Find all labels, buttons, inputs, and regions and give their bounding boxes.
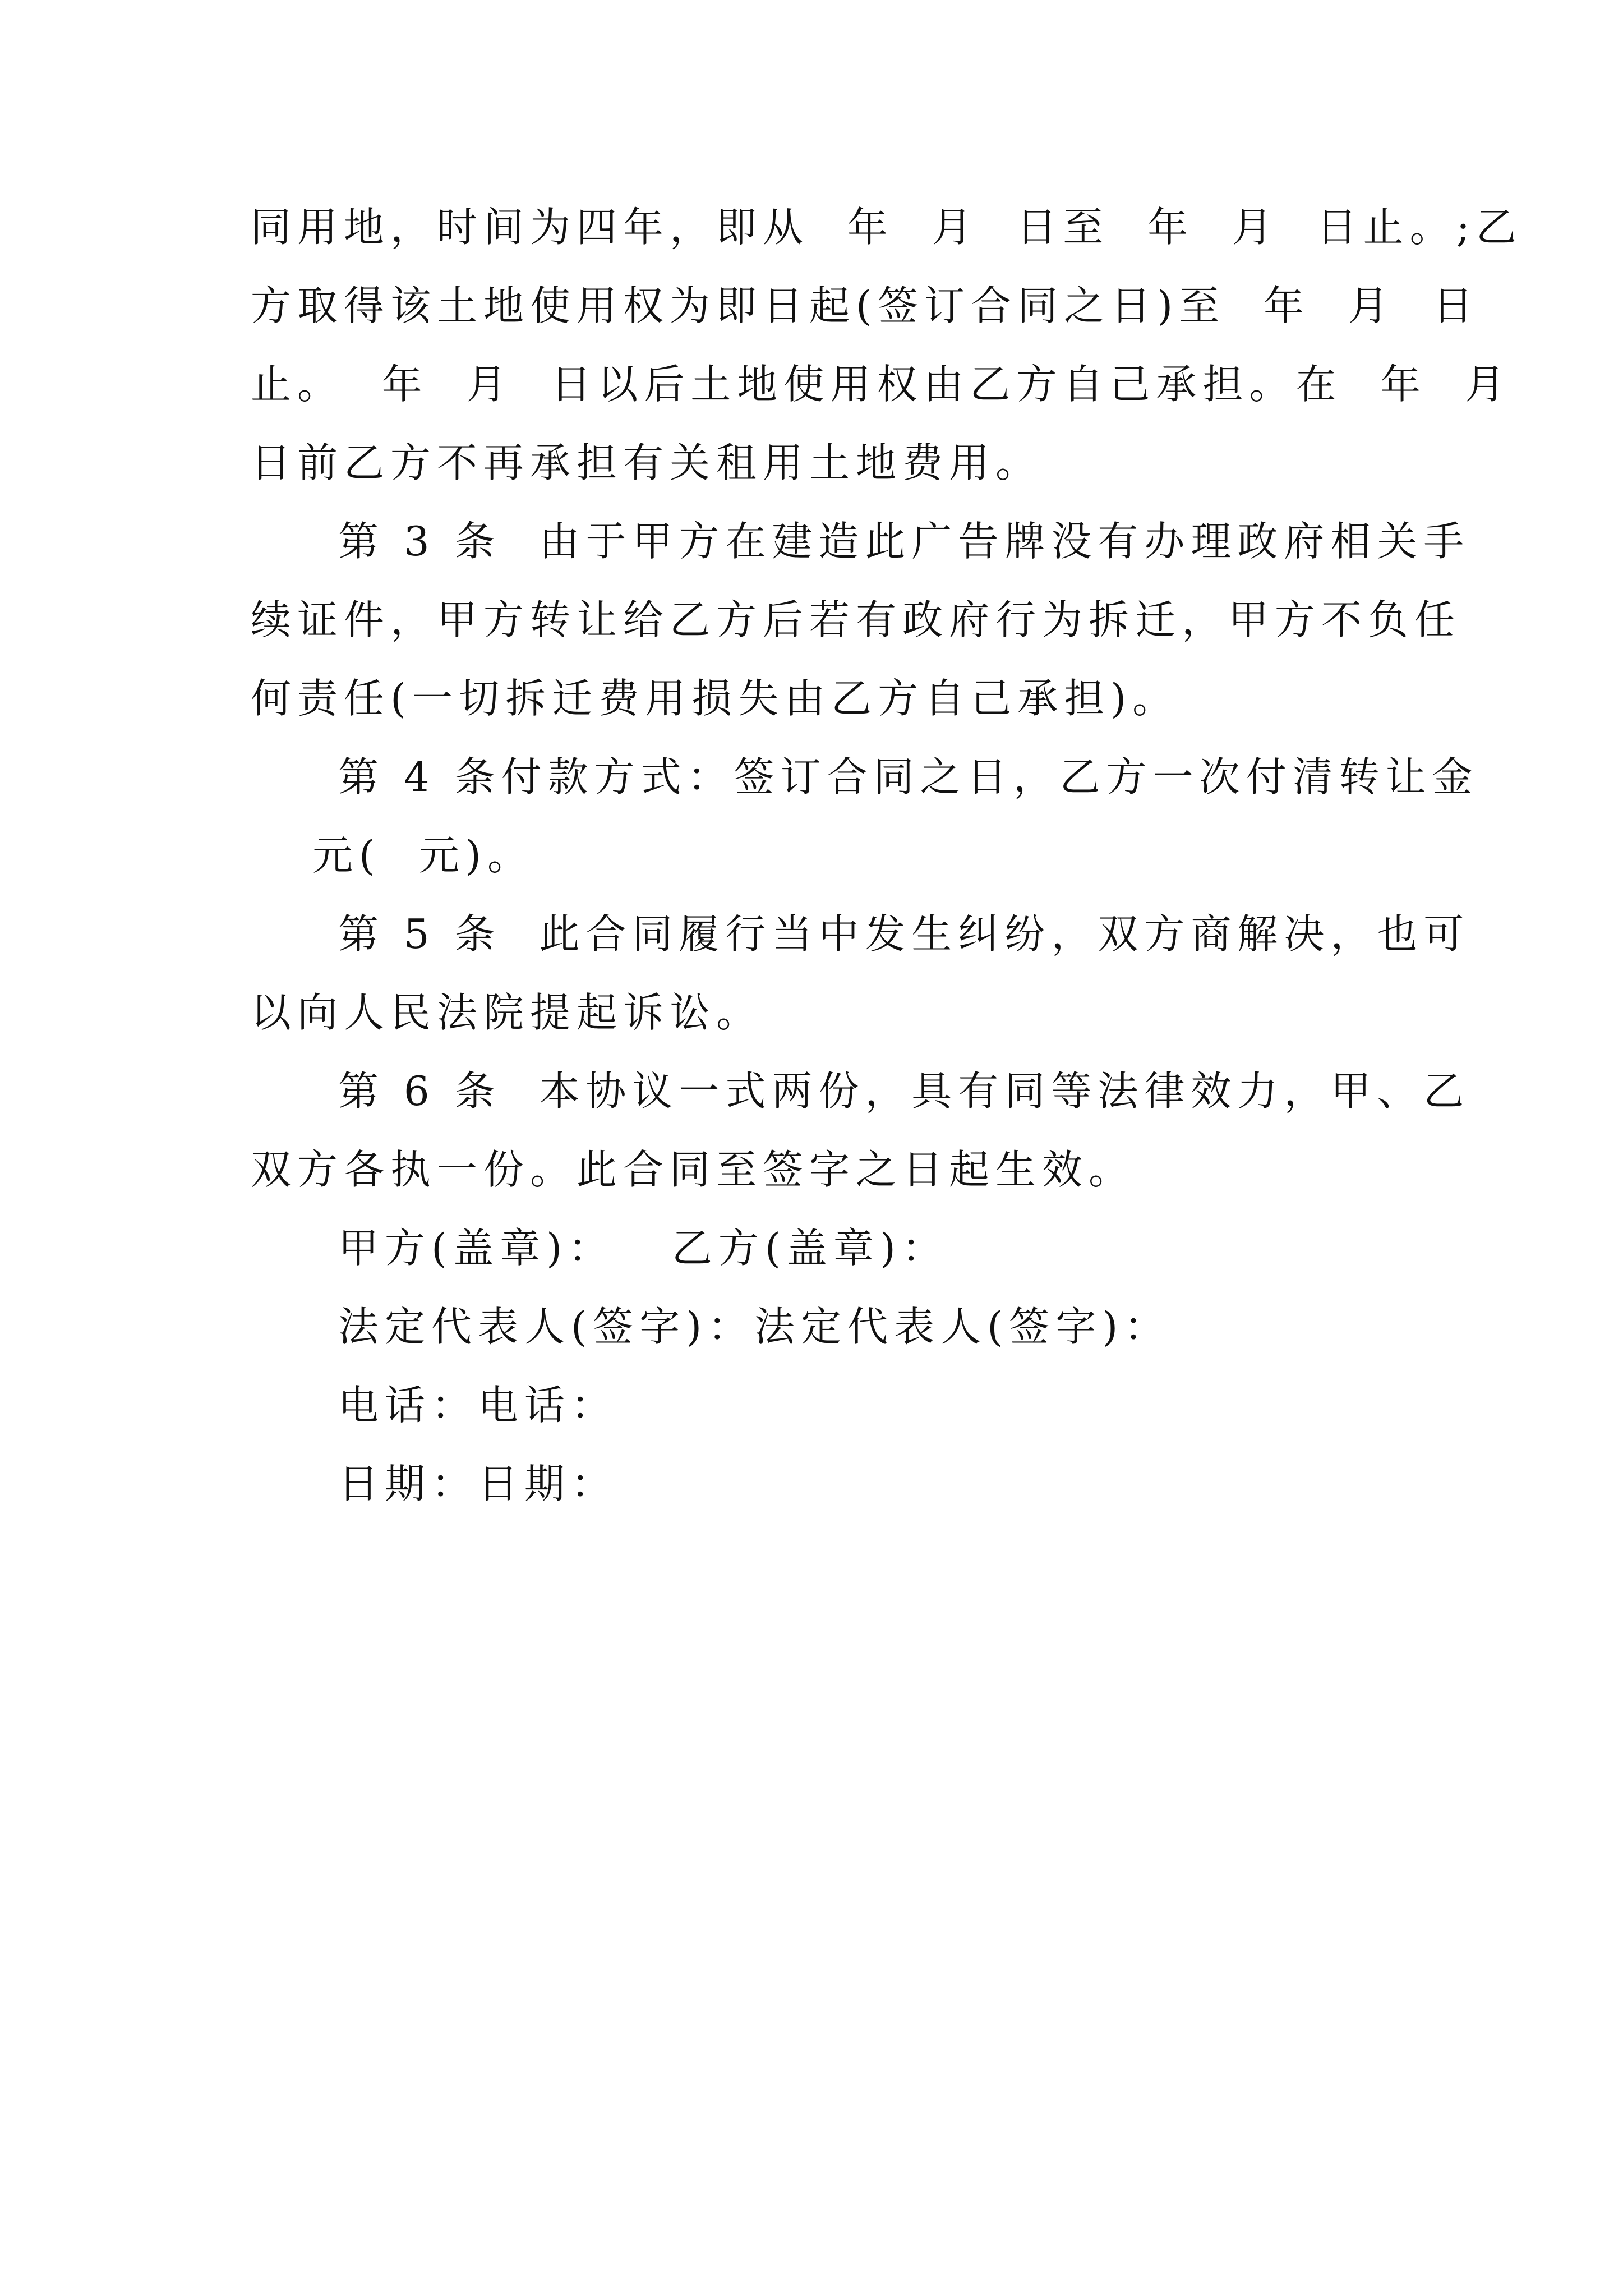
text-line: 方取得该土地使用权为即日起(签订合同之日)至 年 月 日 <box>251 282 1479 329</box>
text-line: 同用地，时间为四年，即从 年 月 日至 年 月 日止。;乙 <box>251 204 1523 251</box>
text-line: 第 6 条 本协议一式两份，具有同等法律效力，甲、乙 <box>338 1068 1470 1115</box>
text-line: 双方各执一份。此合同至签字之日起生效。 <box>251 1146 1136 1193</box>
text-line: 第 4 条付款方式：签订合同之日，乙方一次付清转让金 <box>338 753 1479 800</box>
text-line: 元( 元)。 <box>312 832 534 879</box>
signature-line-representative: 法定代表人(签字)：法定代表人(签字)： <box>338 1303 1171 1350</box>
text-line: 第 3 条 由于甲方在建造此广告牌没有办理政府相关手 <box>338 518 1470 565</box>
text-line: 日前乙方不再承担有关租用土地费用。 <box>251 439 1043 486</box>
text-line: 以向人民法院提起诉讼。 <box>251 989 763 1036</box>
text-line: 第 5 条 此合同履行当中发生纠纷，双方商解决，也可 <box>338 910 1470 958</box>
text-line: 止。 年 月 日以后土地使用权由乙方自己承担。在 年 月 <box>251 361 1511 408</box>
signature-line-date: 日期：日期： <box>338 1460 618 1507</box>
text-line: 何责任(一切拆迁费用损失由乙方自己承担)。 <box>251 675 1179 722</box>
signature-line-seal: 甲方(盖章)： 乙方(盖章)： <box>338 1225 949 1272</box>
text-line: 续证件，甲方转让给乙方后若有政府行为拆迁，甲方不负任 <box>251 596 1461 643</box>
signature-line-phone: 电话：电话： <box>338 1382 618 1429</box>
